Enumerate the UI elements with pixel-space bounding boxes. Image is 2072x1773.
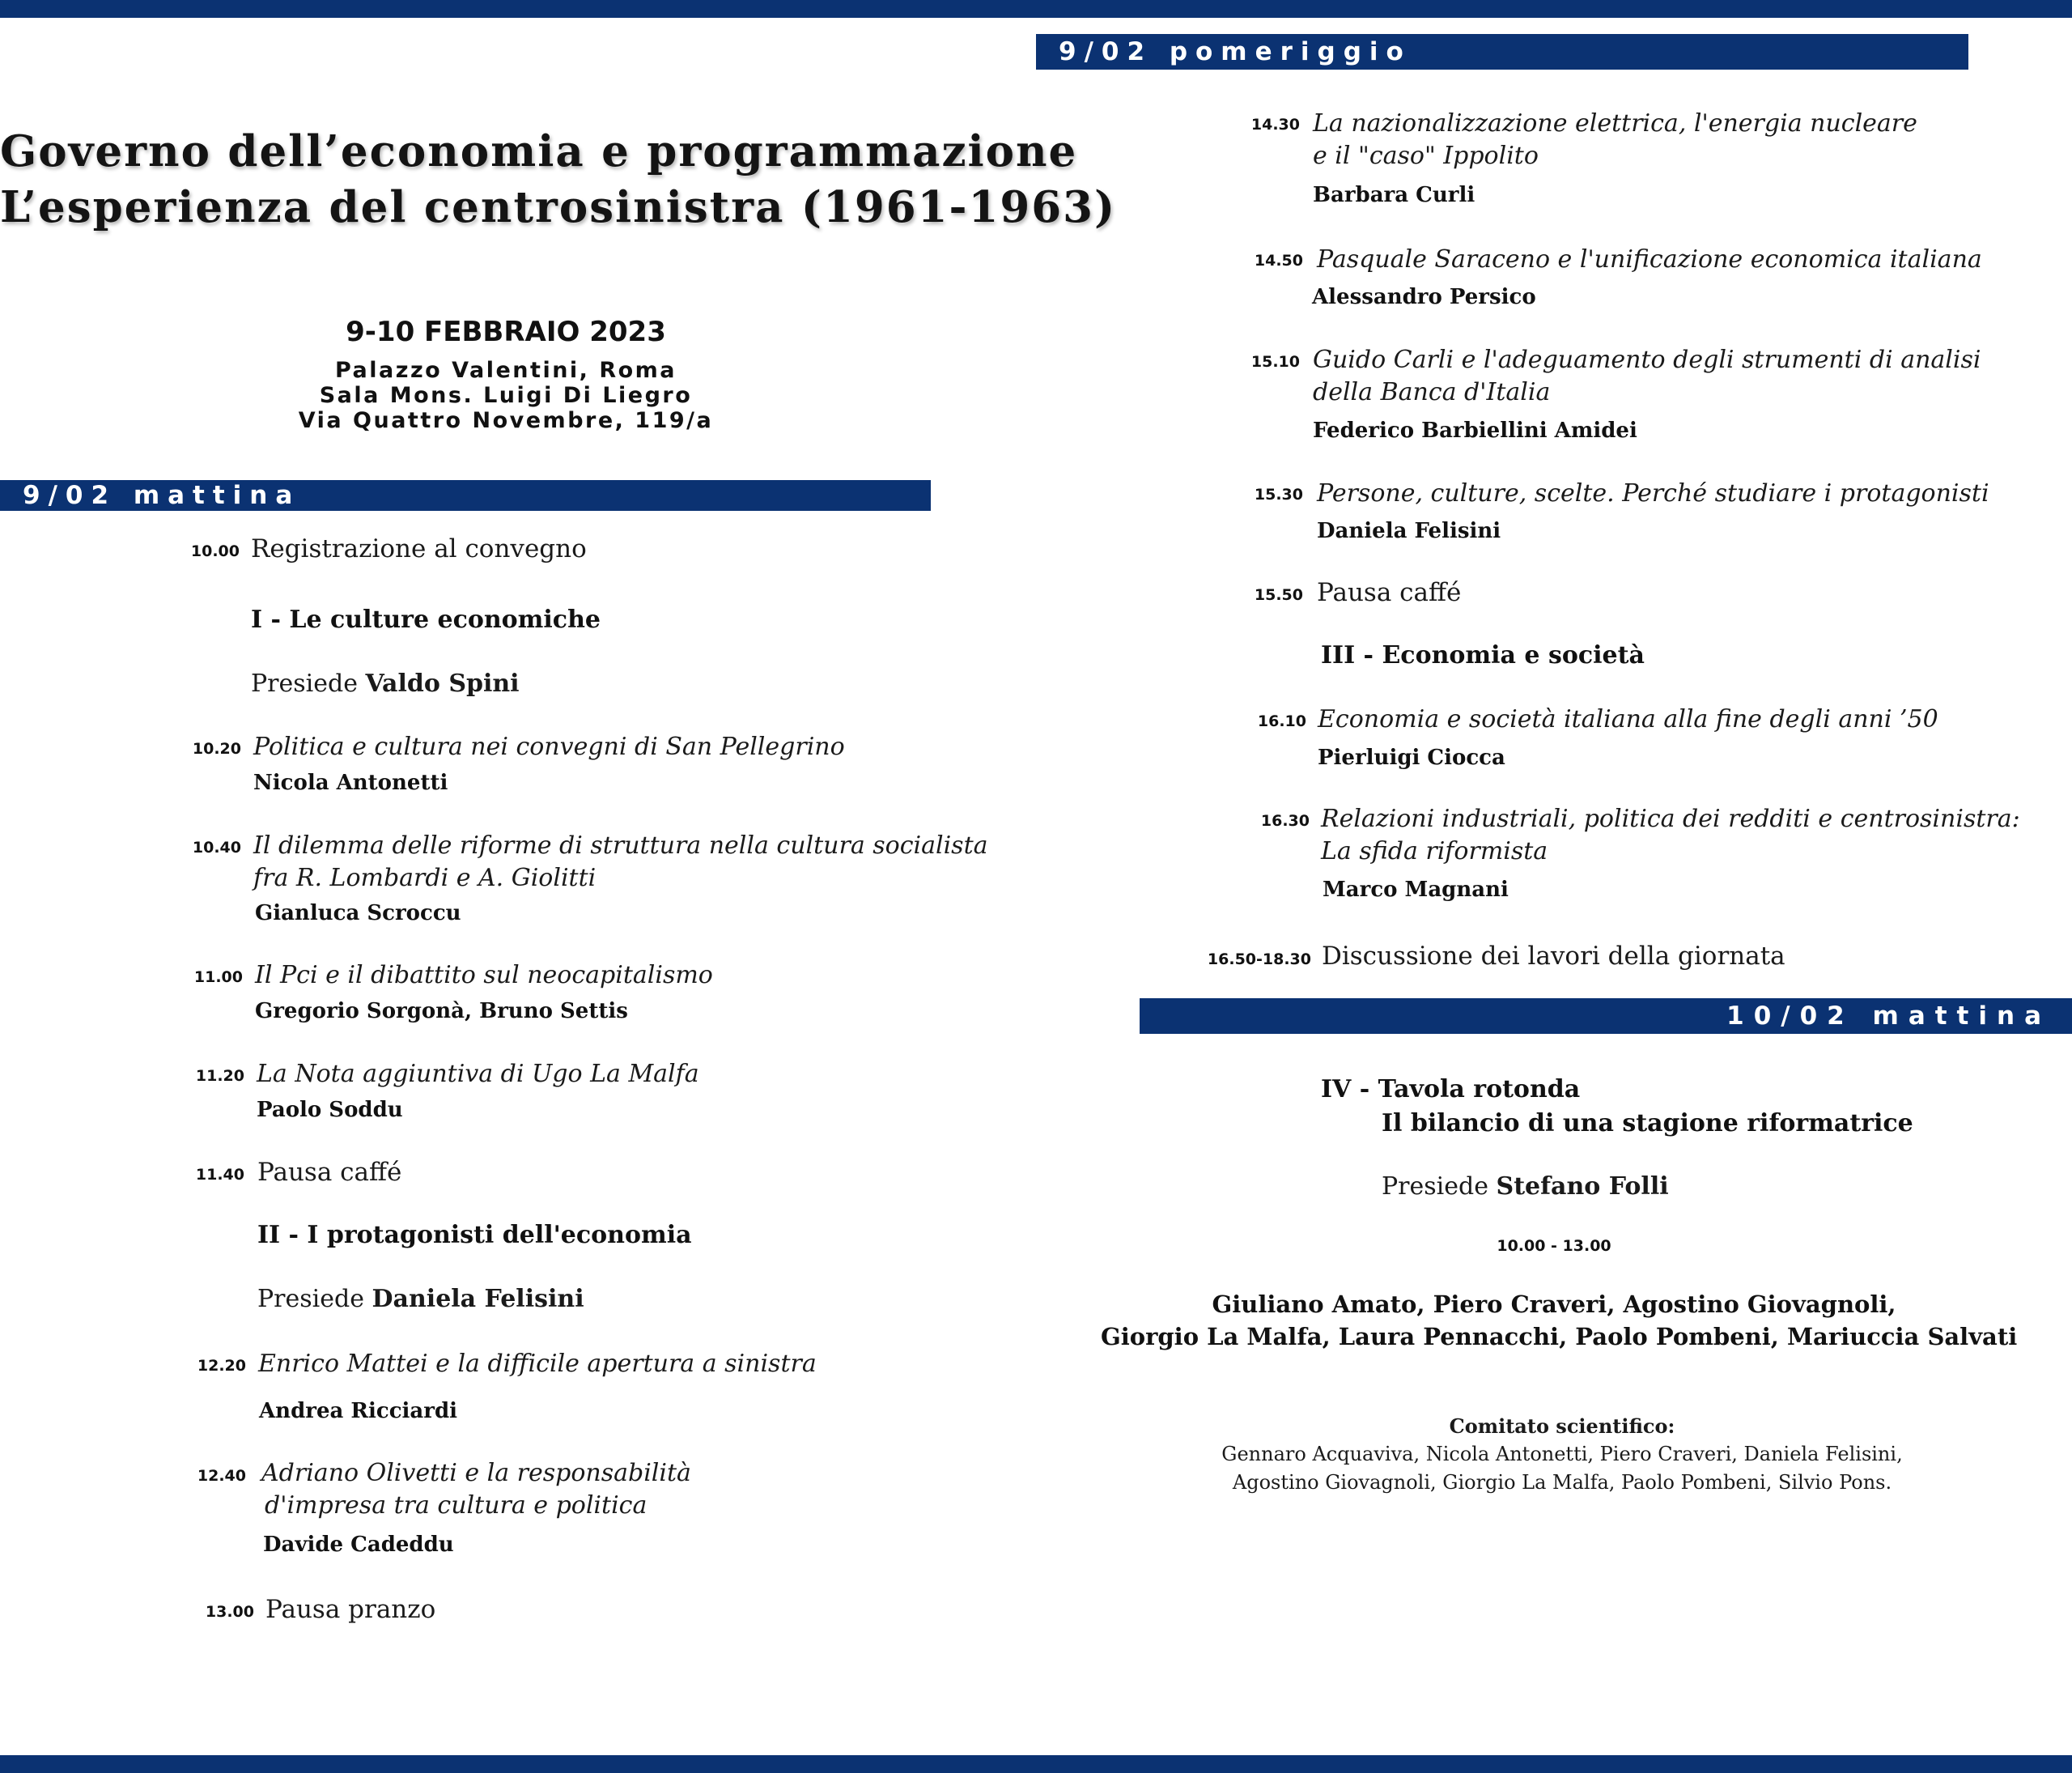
- coffee-break-text: Pausa caffé: [1317, 578, 1462, 607]
- time-label: 15.10: [1250, 353, 1300, 371]
- talk-title: Guido Carli e l'adeguamento degli strumenti di analisi della Banca d'Italia: [1313, 346, 1981, 406]
- talk-title: Il dilemma delle riforme di struttura nella cultura socialista fra R. Lombardi e A. Giolitti: [253, 831, 988, 892]
- roundtable-time: 10.00 - 13.00: [1497, 1237, 1611, 1255]
- session4-title: IV - Tavola rotonda: [1321, 1075, 1581, 1103]
- session4-subtitle: Il bilancio di una stagione riformatrice: [1382, 1109, 1913, 1137]
- venue-block: [0, 358, 1012, 433]
- time-label: 15.50: [1254, 586, 1303, 604]
- session3-title: III - Economia e società: [1321, 641, 1645, 670]
- time-label: 10.40: [192, 839, 241, 857]
- page-title-line1: Governo dell’economia e programmazione: [0, 126, 1078, 176]
- venue-line3: Via Quattro Novembre, 119/a: [298, 408, 714, 433]
- session1-title: I - Le culture economiche: [251, 606, 601, 634]
- talk-title: La nazionalizzazione elettrica, l'energia nucleare e il "caso" Ippolito: [1313, 109, 1917, 170]
- time-label: 11.00: [193, 968, 243, 986]
- time-label: 13.00: [205, 1603, 254, 1621]
- talk-title: Enrico Mattei e la difficile apertura a sinistra: [258, 1350, 817, 1378]
- talk-speaker: Gianluca Scroccu: [255, 901, 461, 925]
- discussion-text: Discussione dei lavori della giornata: [1322, 942, 1785, 971]
- bottom-border-bar: [0, 1755, 2072, 1773]
- talk-speaker: Pierluigi Ciocca: [1318, 746, 1505, 770]
- time-label: 10.20: [192, 740, 241, 758]
- talk-title: Pasquale Saraceno e l'unificazione economica italiana: [1317, 245, 1982, 274]
- committee-line1: Gennaro Acquaviva, Nicola Antonetti, Piero Craveri, Daniela Felisini,: [1221, 1443, 1903, 1465]
- talk-title: Relazioni industriali, politica dei redditi e centrosinistra: La sfida riformista: [1321, 805, 2020, 865]
- talk-speaker: Barbara Curli: [1313, 183, 1475, 207]
- session2-presiede: Presiede Daniela Felisini: [257, 1285, 584, 1313]
- time-label: 11.20: [195, 1067, 244, 1085]
- time-label: 12.40: [197, 1467, 246, 1485]
- time-label: 16.30: [1260, 812, 1310, 830]
- talk-speaker: Davide Cadeddu: [263, 1533, 454, 1557]
- talk-speaker: Gregorio Sorgonà, Bruno Settis: [255, 999, 628, 1023]
- top-border-bar: [0, 0, 2072, 18]
- talk-speaker: Daniela Felisini: [1317, 519, 1501, 543]
- scientific-committee: [1117, 1412, 2007, 1497]
- coffee-break-text: Pausa caffé: [257, 1158, 402, 1187]
- section-bar-day2-morning: 10/02 mattina: [1140, 998, 2072, 1034]
- event-dates: 9-10 FEBBRAIO 2023: [346, 316, 666, 348]
- session1-presiede: Presiede Valdo Spini: [251, 670, 520, 698]
- section-bar-day1-morning: 9/02 mattina: [0, 480, 931, 511]
- committee-heading: Comitato scientifico:: [1449, 1414, 1675, 1438]
- talk-title: Il Pci e il dibattito sul neocapitalismo: [255, 961, 713, 989]
- lunch-break-text: Pausa pranzo: [265, 1595, 436, 1624]
- talk-title: La Nota aggiuntiva di Ugo La Malfa: [257, 1060, 699, 1088]
- talk-title: Economia e società italiana alla fine degli anni ’50: [1318, 705, 1938, 733]
- venue-line1: Palazzo Valentini, Roma: [334, 358, 677, 383]
- talk-speaker: Andrea Ricciardi: [259, 1399, 458, 1423]
- committee-line2: Agostino Giovagnoli, Giorgio La Malfa, Paolo Pombeni, Silvio Pons.: [1232, 1471, 1892, 1494]
- talk-speaker: Federico Barbiellini Amidei: [1313, 419, 1637, 443]
- registration-text: Registrazione al convegno: [251, 534, 587, 563]
- time-label: 14.30: [1250, 116, 1300, 134]
- time-label: 16.50-18.30: [1207, 950, 1311, 968]
- time-label: 10.00: [190, 542, 240, 560]
- time-label: 16.10: [1257, 712, 1306, 730]
- talk-speaker: Paolo Soddu: [257, 1098, 403, 1122]
- section-bar-day1-afternoon: 9/02 pomeriggio: [1036, 34, 1968, 70]
- session2-title: II - I protagonisti dell'economia: [257, 1221, 692, 1249]
- talk-title: Adriano Olivetti e la responsabilità d'impresa tra cultura e politica: [261, 1459, 691, 1520]
- venue-line2: Sala Mons. Luigi Di Liegro: [319, 383, 693, 408]
- page-title-line2: L’esperienza del centrosinistra (1961-1963): [0, 182, 1117, 232]
- session4-presiede: Presiede Stefano Folli: [1382, 1172, 1669, 1201]
- talk-speaker: Marco Magnani: [1323, 878, 1509, 902]
- talk-speaker: Alessandro Persico: [1312, 285, 1536, 309]
- time-label: 14.50: [1254, 252, 1303, 270]
- talk-title: Persone, culture, scelte. Perché studiare i protagonisti: [1317, 479, 1989, 508]
- talk-speaker: Nicola Antonetti: [253, 771, 448, 795]
- time-label: 15.30: [1254, 486, 1303, 504]
- talk-title: Politica e cultura nei convegni di San Pellegrino: [253, 733, 845, 761]
- roundtable-participants: Giuliano Amato, Piero Craveri, Agostino Giovagnoli, Giorgio La Malfa, Laura Pennacchi, Paolo Pombeni, Mariuccia Salvati: [1101, 1290, 2018, 1350]
- time-label: 12.20: [197, 1357, 246, 1375]
- time-label: 11.40: [195, 1166, 244, 1184]
